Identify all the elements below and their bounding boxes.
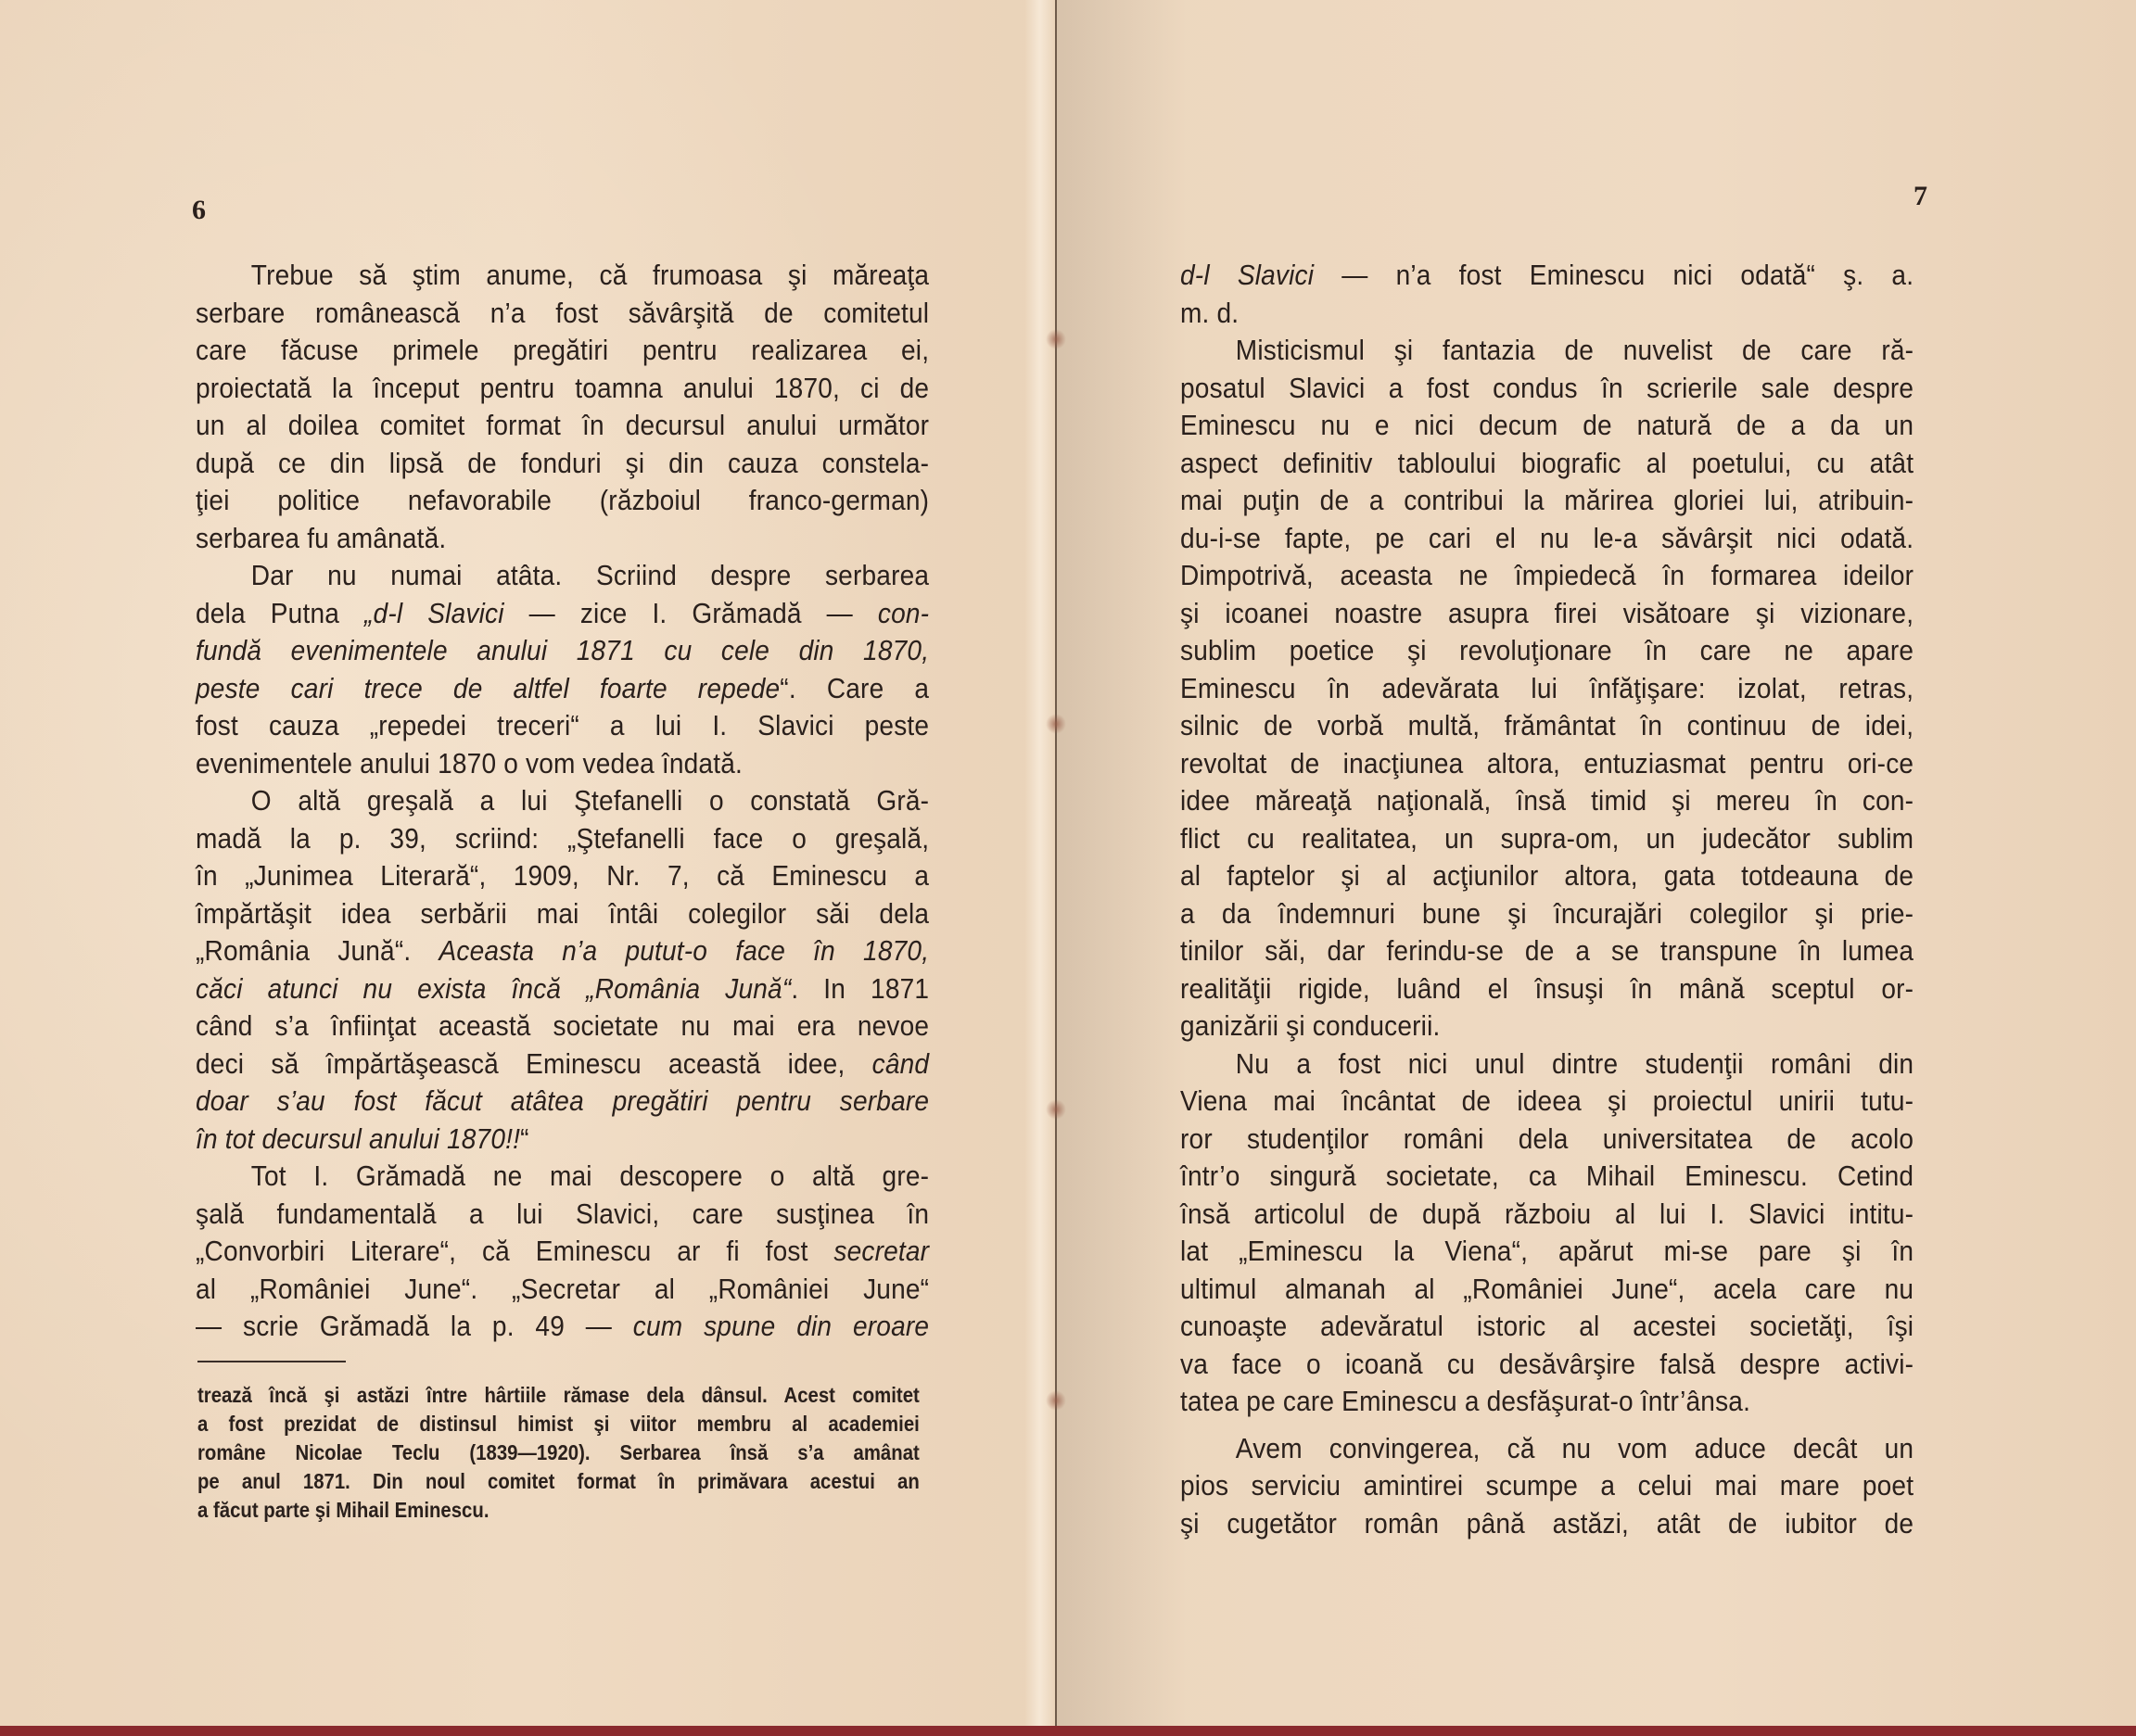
line-text: serbarea fu amânată. bbox=[196, 522, 447, 554]
text-line bbox=[1180, 445, 1914, 483]
line-text: într’o singură societate, ca Mihail Eminescu. Cetind bbox=[1180, 1160, 1914, 1192]
line-text: sublim poetice şi revoluţionare în care ne apare bbox=[1180, 635, 1914, 666]
line-text: în „Junimea Literară“, 1909, Nr. 7, că Eminescu a bbox=[196, 860, 930, 892]
line-text: Eminescu în adevărata lui înfăţişare: izolat, retras, bbox=[1180, 672, 1914, 704]
italic-text: când bbox=[871, 1047, 930, 1080]
line-text: şală fundamentală a lui Slavici, care susţinea în bbox=[196, 1197, 930, 1230]
line-text: Trebue să ştim anume, că frumoasa şi măreaţa bbox=[250, 260, 930, 291]
text-line bbox=[1180, 1233, 1914, 1271]
left-page bbox=[0, 0, 1057, 1726]
text-line bbox=[1180, 857, 1914, 895]
line-text: Dar nu numai atâta. Scriind despre serbarea bbox=[250, 560, 930, 591]
text-line bbox=[1180, 1121, 1914, 1159]
line-text: madă la p. 39, scriind: „Ştefanelli face o greşală, bbox=[196, 822, 930, 855]
text-line bbox=[196, 745, 929, 783]
text-line bbox=[1180, 295, 1914, 333]
text-line bbox=[1180, 1505, 1914, 1543]
text-line bbox=[1180, 670, 1914, 708]
text-line bbox=[1180, 332, 1914, 370]
text-line bbox=[1180, 820, 1914, 858]
text-line bbox=[196, 1196, 929, 1234]
line-text: al „României June“. „Secretar al „României June“ bbox=[196, 1273, 930, 1305]
text-line bbox=[196, 520, 929, 558]
text-line bbox=[1180, 1383, 1914, 1421]
italic-text: con- bbox=[877, 597, 930, 629]
line-text: Tot I. Grămadă ne mai descopere o altă gre- bbox=[250, 1160, 930, 1192]
text-line bbox=[196, 820, 929, 858]
line-text: când s’a înfiinţat această societate nu mai era nevoe bbox=[196, 1010, 930, 1042]
text-line bbox=[196, 1271, 929, 1309]
text-line bbox=[196, 895, 929, 933]
line-text: fost cauza „repedei treceri“ a lui I. Slavici peste bbox=[196, 710, 930, 741]
text-line bbox=[1180, 1045, 1914, 1083]
text-line bbox=[196, 295, 929, 333]
text-line bbox=[1180, 520, 1914, 558]
binding-stain bbox=[1046, 1099, 1066, 1120]
footnote-line: pe anul 1871. Din noul comitet format în primăvara acestui an bbox=[197, 1469, 920, 1493]
line-text: după ce din lipsă de fonduri şi din cauza constela- bbox=[196, 447, 930, 479]
text-line bbox=[196, 332, 929, 370]
text-line bbox=[196, 482, 929, 520]
text-line bbox=[1180, 482, 1914, 520]
text-line bbox=[1180, 257, 1914, 295]
text-line bbox=[1180, 1467, 1914, 1505]
footnote bbox=[197, 1381, 920, 1525]
text-line bbox=[196, 670, 929, 708]
body-text bbox=[1180, 257, 1914, 1542]
text-line bbox=[196, 782, 929, 820]
line-text: pios serviciu amintirei scumpe a celui mai mare poet bbox=[1180, 1470, 1914, 1502]
line-text: Eminescu nu e nici decum de natură de a da un bbox=[1180, 410, 1914, 441]
line-text: idee măreaţă naţională, însă timid şi mereu în con- bbox=[1180, 785, 1914, 817]
line-text: silnic de vorbă multă, frământat în continuu de idei, bbox=[1180, 710, 1914, 741]
text-line bbox=[196, 407, 929, 445]
footnote-divider bbox=[197, 1361, 346, 1362]
line-text: deci să împărtăşească Eminescu această idee, bbox=[196, 1047, 872, 1080]
text-line bbox=[1180, 1007, 1914, 1045]
text-line bbox=[196, 1007, 929, 1045]
text-line bbox=[1180, 1158, 1914, 1196]
line-text: posatul Slavici a fost condus în scrierile sale despre bbox=[1180, 372, 1914, 404]
italic-text: căci atunci nu exista încă „România Jună“ bbox=[196, 972, 792, 1005]
text-line bbox=[1180, 1308, 1914, 1346]
footnote-line: trează încă şi astăzi între hârtiile rămase dela dânsul. Acest comitet bbox=[197, 1383, 920, 1407]
line-text: Dimpotrivă, aceasta ne împiedecă în formarea ideilor bbox=[1180, 560, 1914, 591]
footnote-line: a fost prezidat de distinsul himist şi viitor membru al academiei bbox=[197, 1412, 920, 1436]
text-line bbox=[1180, 1271, 1914, 1309]
line-text: lat „Eminescu la Viena“, apărut mi-se pare şi în bbox=[1180, 1235, 1914, 1267]
text-line bbox=[196, 1083, 929, 1121]
text-line bbox=[196, 1121, 929, 1159]
text-line bbox=[196, 857, 929, 895]
text-line bbox=[1180, 1346, 1914, 1384]
line-text: — n’a fost Eminescu nici odată“ ş. a. bbox=[1314, 260, 1914, 291]
line-text: împărtăşit idea serbării mai întâi colegilor săi dela bbox=[196, 897, 930, 930]
line-text: Nu a fost nici unul dintre studenţii români din bbox=[1235, 1047, 1914, 1080]
line-text: “. Care a bbox=[780, 672, 930, 704]
line-text: tinilor săi, dar ferindu-se de a se transpune în lumea bbox=[1180, 935, 1914, 967]
text-line bbox=[196, 557, 929, 595]
line-text: Avem convingerea, că nu vom aduce decât un bbox=[1235, 1432, 1914, 1464]
footnote-line: române Nicolae Teclu (1839—1920). Serbarea însă s’a amânat bbox=[197, 1440, 920, 1464]
line-text: a da îndemnuri bune şi încurajări colegilor şi prie- bbox=[1180, 897, 1914, 930]
text-line bbox=[196, 632, 929, 670]
line-text: aspect definitiv tabloului biografic al poetului, cu atât bbox=[1180, 447, 1914, 479]
line-text: O altă greşală a lui Ştefanelli o constată Gră- bbox=[250, 785, 930, 817]
line-text: ganizării şi conducerii. bbox=[1180, 1010, 1441, 1042]
page-number: 6 bbox=[192, 195, 206, 225]
binding-stain bbox=[1046, 1390, 1066, 1411]
line-text: “ bbox=[520, 1122, 529, 1155]
text-line bbox=[1180, 407, 1914, 445]
text-line bbox=[196, 1045, 929, 1083]
text-line bbox=[1180, 595, 1914, 633]
line-text: tatea pe care Eminescu a desfăşurat-o într’ânsa. bbox=[1180, 1386, 1751, 1417]
line-text: serbare românească n’a fost săvârşită de comitetul bbox=[196, 297, 930, 329]
text-line bbox=[196, 1308, 929, 1346]
text-line bbox=[196, 1158, 929, 1196]
line-text: — scrie Grămadă la p. 49 — bbox=[196, 1311, 633, 1342]
text-line bbox=[1180, 1083, 1914, 1121]
line-text: un al doilea comitet format în decursul anului următor bbox=[196, 410, 930, 441]
text-line bbox=[1180, 707, 1914, 745]
line-text: dela Putna bbox=[196, 597, 365, 629]
text-line bbox=[1180, 370, 1914, 408]
line-text: „România Jună“. bbox=[196, 935, 439, 967]
text-line bbox=[1180, 782, 1914, 820]
italic-text: „d-l Slavici bbox=[364, 597, 504, 629]
line-text: ţiei politice nefavorabile (războiul franco-german) bbox=[196, 485, 930, 516]
line-text: Misticismul şi fantazia de nuvelist de care ră- bbox=[1235, 335, 1914, 366]
line-text: . In 1871 bbox=[791, 972, 930, 1005]
text-line bbox=[1180, 895, 1914, 933]
line-text: du-i-se fapte, pe cari el nu le-a săvârşit nici odată. bbox=[1180, 522, 1914, 554]
line-text: „Convorbiri Literare“, că Eminescu ar fi fost bbox=[196, 1235, 834, 1267]
gutter-fold bbox=[1024, 0, 1055, 1726]
line-text: evenimentele anului 1870 o vom vedea îndată. bbox=[196, 747, 743, 779]
right-page bbox=[1057, 0, 2136, 1726]
italic-text: fundă evenimentele anului 1871 cu cele din 1870, bbox=[196, 635, 930, 666]
line-text: şi cugetător român până astăzi, atât de iubitor de bbox=[1180, 1507, 1914, 1540]
line-text: va face o icoană cu desăvârşire falsă despre activi- bbox=[1180, 1348, 1914, 1380]
text-line bbox=[196, 970, 929, 1008]
line-text: mai puţin de a contribui la mărirea gloriei lui, atribuin- bbox=[1180, 485, 1914, 516]
line-text: ultimul almanah al „României June“, acela care nu bbox=[1180, 1273, 1914, 1305]
text-line bbox=[196, 707, 929, 745]
page-number: 7 bbox=[1914, 181, 1927, 211]
italic-text: Aceasta n’a putut-o face în 1870, bbox=[439, 935, 930, 967]
italic-text: în tot decursul anului 1870!! bbox=[196, 1122, 521, 1155]
line-text: însă articolul de după războiu al lui I. Slavici intitu- bbox=[1180, 1197, 1914, 1230]
text-line bbox=[1180, 970, 1914, 1008]
italic-text: secretar bbox=[833, 1235, 930, 1267]
text-line bbox=[1180, 632, 1914, 670]
line-text: flict cu realitatea, un supra-om, un judecător sublim bbox=[1180, 822, 1914, 855]
binding-stain bbox=[1046, 714, 1066, 734]
binding-stain bbox=[1046, 329, 1066, 349]
footnote-line: a făcut parte şi Mihail Eminescu. bbox=[197, 1498, 490, 1522]
line-text: al faptelor şi al acţiunilor altora, gata totdeauna de bbox=[1180, 860, 1914, 892]
line-text: realităţii rigide, luând el însuşi în mână sceptul or- bbox=[1180, 972, 1914, 1005]
italic-text: peste cari trece de altfel foarte repede bbox=[196, 672, 781, 704]
italic-text: cum spune din eroare bbox=[632, 1311, 930, 1342]
text-line bbox=[1180, 1196, 1914, 1234]
text-line bbox=[1180, 1430, 1914, 1468]
line-text: care făcuse primele pregătiri pentru realizarea ei, bbox=[196, 335, 930, 366]
line-text: cunoaşte adevăratul istoric al acestei societăţi, îşi bbox=[1180, 1311, 1914, 1342]
line-text: ror studenţilor români dela universitatea de acolo bbox=[1180, 1122, 1914, 1155]
text-line bbox=[196, 932, 929, 970]
line-text: proiectată la început pentru toamna anului 1870, ci de bbox=[196, 372, 930, 404]
body-text bbox=[196, 257, 929, 1346]
line-text: Viena mai încântat de ideea şi proiectul unirii tutu- bbox=[1180, 1085, 1914, 1117]
text-line bbox=[1180, 557, 1914, 595]
line-text: m. d. bbox=[1180, 297, 1240, 329]
text-line bbox=[196, 257, 929, 295]
text-line bbox=[196, 445, 929, 483]
text-line bbox=[196, 370, 929, 408]
text-line bbox=[196, 1233, 929, 1271]
text-line bbox=[1180, 932, 1914, 970]
line-text: — zice I. Grămadă — bbox=[503, 597, 878, 629]
italic-text: doar s’au fost făcut atâtea pregătiri pentru serbare bbox=[196, 1085, 930, 1117]
text-line bbox=[1180, 745, 1914, 783]
line-text: revoltat de inacţiunea altora, entuziasmat pentru ori-ce bbox=[1180, 747, 1914, 779]
line-text: şi icoanei noastre asupra firei visătoare şi vizionare, bbox=[1180, 597, 1914, 629]
italic-text: d-l Slavici bbox=[1180, 260, 1315, 291]
text-line bbox=[196, 595, 929, 633]
